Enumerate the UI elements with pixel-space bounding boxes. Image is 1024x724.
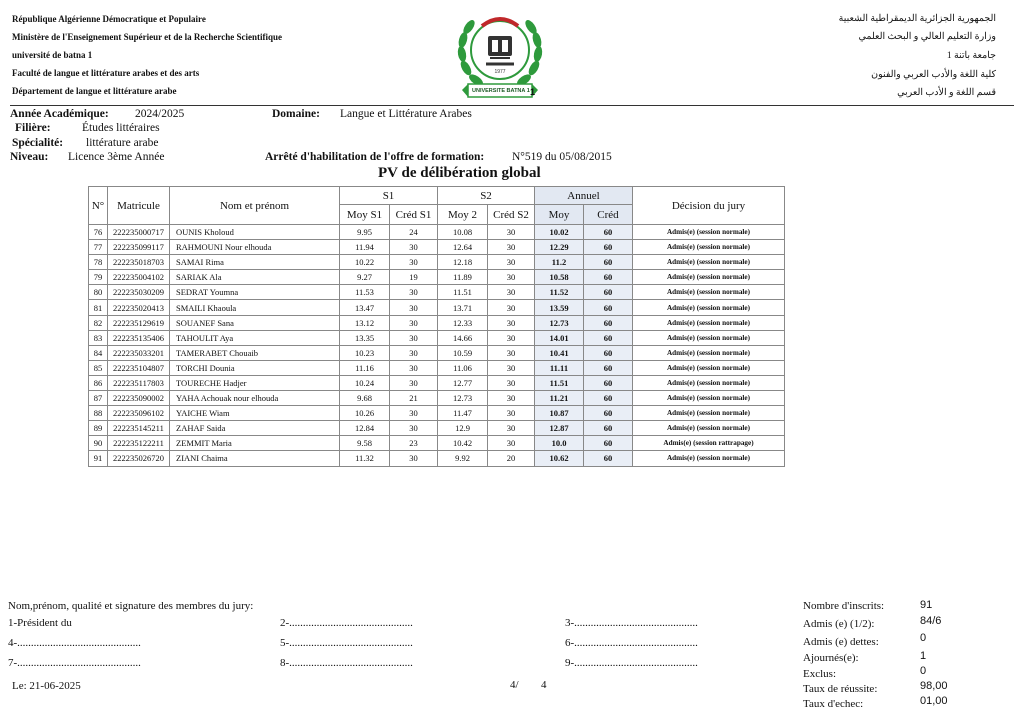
cell-matricule: 222235117803 — [108, 375, 170, 390]
cell-num: 79 — [89, 270, 108, 285]
table-row — [89, 225, 785, 240]
cell-cred-annuel: 60 — [584, 451, 633, 466]
col-cred-s2: Créd S2 — [488, 205, 535, 225]
cell-moy-s2: 10.42 — [438, 436, 488, 451]
cell-matricule: 222235099117 — [108, 240, 170, 255]
cell-moy-s1: 13.35 — [340, 330, 390, 345]
page-title: PV de délibération global — [378, 165, 541, 181]
col-s1: S1 — [340, 187, 438, 205]
cell-num: 82 — [89, 315, 108, 330]
cell-cred-annuel: 60 — [584, 436, 633, 451]
specialite-label: Spécialité: — [12, 137, 64, 149]
header-right-line-3: جامعة باتنة 1 — [946, 51, 996, 61]
cell-decision: Admis(e) (session normale) — [633, 345, 785, 360]
cell-num: 84 — [89, 345, 108, 360]
stat-exclus-label: Exclus: — [803, 668, 836, 680]
cell-num: 86 — [89, 375, 108, 390]
cell-num: 91 — [89, 451, 108, 466]
cell-matricule: 222235030209 — [108, 285, 170, 300]
cell-cred-annuel: 60 — [584, 330, 633, 345]
cell-cred-s2: 30 — [488, 300, 535, 315]
cell-moy-s1: 13.47 — [340, 300, 390, 315]
cell-moy-s2: 12.73 — [438, 391, 488, 406]
header-left-line-1: République Algérienne Démocratique et Populaire — [12, 14, 206, 24]
stat-reussite-value: 98,00 — [920, 680, 948, 692]
cell-decision: Admis(e) (session normale) — [633, 360, 785, 375]
cell-moy-annuel: 11.52 — [535, 285, 584, 300]
cell-matricule: 222235129619 — [108, 315, 170, 330]
cell-decision: Admis(e) (session normale) — [633, 240, 785, 255]
cell-cred-annuel: 60 — [584, 225, 633, 240]
cell-decision: Admis(e) (session normale) — [633, 391, 785, 406]
cell-matricule: 222235135406 — [108, 330, 170, 345]
cell-name: YAHA Achouak nour elhouda — [170, 391, 340, 406]
stat-inscrits-label: Nombre d'inscrits: — [803, 600, 885, 612]
cell-cred-s2: 20 — [488, 451, 535, 466]
cell-cred-s2: 30 — [488, 315, 535, 330]
footer-page: 4/ — [510, 679, 519, 691]
niveau-value: Licence 3ème Année — [68, 151, 165, 163]
cell-num: 88 — [89, 406, 108, 421]
table-row — [89, 240, 785, 255]
cell-moy-s2: 12.77 — [438, 375, 488, 390]
table-row — [89, 270, 785, 285]
cell-name: SAMAI Rima — [170, 255, 340, 270]
cell-cred-s1: 30 — [390, 406, 438, 421]
cell-num: 81 — [89, 300, 108, 315]
cell-name: TORCHI Dounia — [170, 360, 340, 375]
cell-matricule: 222235026720 — [108, 451, 170, 466]
cell-decision: Admis(e) (session normale) — [633, 406, 785, 421]
cell-moy-s2: 10.59 — [438, 345, 488, 360]
cell-moy-s1: 9.27 — [340, 270, 390, 285]
annee-value: 2024/2025 — [135, 108, 185, 120]
cell-moy-s1: 10.23 — [340, 345, 390, 360]
col-moy: Moy — [535, 205, 584, 225]
specialite-value: littérature arabe — [86, 137, 159, 149]
cell-moy-s2: 11.89 — [438, 270, 488, 285]
cell-moy-s2: 11.47 — [438, 406, 488, 421]
stat-reussite-label: Taux de réussite: — [803, 683, 878, 695]
cell-moy-s1: 10.26 — [340, 406, 390, 421]
cell-cred-annuel: 60 — [584, 375, 633, 390]
cell-name: SMAILI Khaoula — [170, 300, 340, 315]
cell-num: 78 — [89, 255, 108, 270]
cell-cred-s2: 30 — [488, 330, 535, 345]
footer-date: Le: 21-06-2025 — [12, 680, 81, 692]
jury-slot-3: 3-............................................. — [565, 617, 698, 629]
jury-slot-6: 6-............................................. — [565, 637, 698, 649]
cell-name: ZEMMIT Maria — [170, 436, 340, 451]
cell-num: 76 — [89, 225, 108, 240]
cell-moy-annuel: 11.2 — [535, 255, 584, 270]
table-row — [89, 345, 785, 360]
cell-cred-annuel: 60 — [584, 300, 633, 315]
cell-cred-s1: 30 — [390, 451, 438, 466]
cell-matricule: 222235033201 — [108, 345, 170, 360]
stat-dettes-label: Admis (e) dettes: — [803, 636, 879, 648]
cell-decision: Admis(e) (session normale) — [633, 285, 785, 300]
filiere-value: Études littéraires — [82, 122, 160, 134]
col-num: N° — [89, 187, 108, 225]
cell-cred-annuel: 60 — [584, 255, 633, 270]
col-matricule: Matricule — [108, 187, 170, 225]
cell-name: TAMERABET Chouaib — [170, 345, 340, 360]
cell-cred-annuel: 60 — [584, 240, 633, 255]
cell-matricule: 222235104807 — [108, 360, 170, 375]
table-row — [89, 391, 785, 406]
cell-num: 85 — [89, 360, 108, 375]
cell-moy-s1: 9.95 — [340, 225, 390, 240]
stat-ajournes-label: Ajournés(e): — [803, 652, 859, 664]
cell-name: SOUANEF Sana — [170, 315, 340, 330]
cell-cred-annuel: 60 — [584, 421, 633, 436]
cell-moy-annuel: 10.62 — [535, 451, 584, 466]
cell-num: 87 — [89, 391, 108, 406]
cell-moy-annuel: 12.87 — [535, 421, 584, 436]
cell-name: TOURECHE Hadjer — [170, 375, 340, 390]
jury-slot-8: 8-............................................. — [280, 657, 413, 669]
logo-banner-text: UNIVERSITE BATNA 1 — [472, 88, 530, 94]
cell-matricule: 222235122211 — [108, 436, 170, 451]
cell-name: OUNIS Kholoud — [170, 225, 340, 240]
cell-cred-s1: 30 — [390, 345, 438, 360]
cell-cred-annuel: 60 — [584, 285, 633, 300]
header-right-line-4: كلية اللغة والأدب العربي والفنون — [871, 70, 996, 80]
table-row — [89, 315, 785, 330]
cell-moy-s1: 11.16 — [340, 360, 390, 375]
logo-year: 1977 — [494, 69, 506, 75]
cell-moy-annuel: 10.02 — [535, 225, 584, 240]
cell-cred-s1: 23 — [390, 436, 438, 451]
cell-num: 89 — [89, 421, 108, 436]
cell-matricule: 222235020413 — [108, 300, 170, 315]
stat-admis-label: Admis (e) (1/2): — [803, 618, 875, 630]
header-left-line-4: Faculté de langue et littérature arabes et des arts — [12, 68, 200, 78]
cell-decision: Admis(e) (session rattrapage) — [633, 436, 785, 451]
cell-cred-s2: 30 — [488, 436, 535, 451]
arrete-value: N°519 du 05/08/2015 — [512, 151, 612, 163]
cell-decision: Admis(e) (session normale) — [633, 451, 785, 466]
cell-decision: Admis(e) (session normale) — [633, 330, 785, 345]
cell-cred-s1: 24 — [390, 225, 438, 240]
domaine-value: Langue et Littérature Arabes — [340, 108, 472, 120]
cell-decision: Admis(e) (session normale) — [633, 270, 785, 285]
table-row — [89, 360, 785, 375]
cell-matricule: 222235018703 — [108, 255, 170, 270]
cell-cred-s2: 30 — [488, 285, 535, 300]
cell-name: RAHMOUNI Nour elhouda — [170, 240, 340, 255]
cell-name: YAICHE Wiam — [170, 406, 340, 421]
col-s2: S2 — [438, 187, 535, 205]
footer-page-total: 4 — [541, 679, 547, 691]
col-cred-s1: Créd S1 — [390, 205, 438, 225]
filiere-label: Filière: — [15, 122, 51, 134]
table-body — [89, 225, 785, 467]
cell-moy-s1: 9.58 — [340, 436, 390, 451]
cell-moy-annuel: 10.41 — [535, 345, 584, 360]
cell-moy-s1: 11.32 — [340, 451, 390, 466]
cell-cred-s2: 30 — [488, 375, 535, 390]
cell-cred-s1: 30 — [390, 360, 438, 375]
cell-cred-s1: 30 — [390, 240, 438, 255]
cell-decision: Admis(e) (session normale) — [633, 255, 785, 270]
col-cred: Créd — [584, 205, 633, 225]
niveau-label: Niveau: — [10, 151, 49, 163]
jury-slot-5: 5-............................................. — [280, 637, 413, 649]
cell-moy-s1: 11.53 — [340, 285, 390, 300]
table-row — [89, 451, 785, 466]
cell-name: ZIANI Chaima — [170, 451, 340, 466]
cell-matricule: 222235090002 — [108, 391, 170, 406]
cell-cred-s2: 30 — [488, 255, 535, 270]
header-right-line-2: وزارة التعليم العالي و البحث العلمي — [858, 32, 996, 42]
header-left-line-2: Ministère de l'Enseignement Supérieur et de la Recherche Scientifique — [12, 32, 282, 42]
deliberation-table — [88, 186, 785, 467]
logo-digit: 1 — [530, 87, 536, 97]
cell-moy-annuel: 10.87 — [535, 406, 584, 421]
jury-slot-9: 9-............................................. — [565, 657, 698, 669]
cell-cred-s2: 30 — [488, 391, 535, 406]
cell-cred-s1: 30 — [390, 300, 438, 315]
cell-name: SARIAK Ala — [170, 270, 340, 285]
cell-moy-s1: 13.12 — [340, 315, 390, 330]
cell-cred-s1: 19 — [390, 270, 438, 285]
stat-dettes-value: 0 — [920, 632, 927, 644]
cell-cred-s1: 30 — [390, 330, 438, 345]
stat-inscrits-value: 91 — [920, 599, 933, 611]
cell-cred-s2: 30 — [488, 360, 535, 375]
cell-moy-s2: 9.92 — [438, 451, 488, 466]
table-row — [89, 330, 785, 345]
cell-num: 90 — [89, 436, 108, 451]
cell-matricule: 222235096102 — [108, 406, 170, 421]
cell-cred-s2: 30 — [488, 225, 535, 240]
cell-cred-s2: 30 — [488, 270, 535, 285]
cell-cred-annuel: 60 — [584, 345, 633, 360]
cell-cred-s1: 30 — [390, 285, 438, 300]
cell-moy-annuel: 12.73 — [535, 315, 584, 330]
cell-name: SEDRAT Youmna — [170, 285, 340, 300]
stat-echec-value: 01,00 — [920, 695, 948, 707]
stat-exclus-value: 0 — [920, 665, 927, 677]
cell-moy-s1: 10.22 — [340, 255, 390, 270]
table-row — [89, 255, 785, 270]
jury-slot-1: 1-Président du — [8, 617, 72, 629]
cell-cred-annuel: 60 — [584, 315, 633, 330]
cell-moy-annuel: 11.51 — [535, 375, 584, 390]
cell-moy-annuel: 11.11 — [535, 360, 584, 375]
cell-decision: Admis(e) (session normale) — [633, 300, 785, 315]
table-row — [89, 375, 785, 390]
cell-cred-annuel: 60 — [584, 406, 633, 421]
cell-moy-annuel: 14.01 — [535, 330, 584, 345]
table-row — [89, 421, 785, 436]
cell-cred-s2: 30 — [488, 240, 535, 255]
stat-admis-value: 84/6 — [920, 615, 942, 627]
jury-slot-2: 2-............................................. — [280, 617, 413, 629]
col-annuel: Annuel — [535, 187, 633, 205]
cell-moy-annuel: 11.21 — [535, 391, 584, 406]
cell-num: 83 — [89, 330, 108, 345]
cell-decision: Admis(e) (session normale) — [633, 315, 785, 330]
cell-moy-annuel: 10.0 — [535, 436, 584, 451]
table-row — [89, 300, 785, 315]
domaine-label: Domaine: — [272, 108, 320, 120]
table-header-row — [89, 187, 785, 205]
cell-matricule: 222235145211 — [108, 421, 170, 436]
university-logo — [452, 6, 548, 104]
cell-moy-s2: 12.64 — [438, 240, 488, 255]
cell-matricule: 222235000717 — [108, 225, 170, 240]
cell-cred-s2: 30 — [488, 406, 535, 421]
header-left-line-3: université de batna 1 — [12, 50, 93, 60]
cell-moy-s2: 13.71 — [438, 300, 488, 315]
cell-moy-s2: 12.18 — [438, 255, 488, 270]
cell-matricule: 222235004102 — [108, 270, 170, 285]
cell-name: TAHOULIT Aya — [170, 330, 340, 345]
col-moy-s1: Moy S1 — [340, 205, 390, 225]
header-divider — [10, 105, 1014, 106]
cell-cred-s1: 30 — [390, 375, 438, 390]
cell-moy-s2: 12.9 — [438, 421, 488, 436]
cell-moy-s2: 11.06 — [438, 360, 488, 375]
cell-decision: Admis(e) (session normale) — [633, 375, 785, 390]
cell-num: 77 — [89, 240, 108, 255]
jury-slot-4: 4-............................................. — [8, 637, 141, 649]
cell-moy-s2: 12.33 — [438, 315, 488, 330]
table-row — [89, 436, 785, 451]
col-decision: Décision du jury — [633, 187, 785, 225]
cell-moy-annuel: 13.59 — [535, 300, 584, 315]
cell-moy-s2: 11.51 — [438, 285, 488, 300]
cell-cred-s1: 21 — [390, 391, 438, 406]
cell-cred-annuel: 60 — [584, 270, 633, 285]
stat-echec-label: Taux d'echec: — [803, 698, 864, 710]
cell-cred-s2: 30 — [488, 421, 535, 436]
cell-moy-s1: 11.94 — [340, 240, 390, 255]
arrete-label: Arrêté d'habilitation de l'offre de formation: — [265, 151, 485, 163]
cell-cred-s1: 30 — [390, 255, 438, 270]
jury-title: Nom,prénom, qualité et signature des membres du jury: — [8, 600, 254, 612]
annee-label: Année Académique: — [10, 108, 109, 120]
cell-cred-annuel: 60 — [584, 391, 633, 406]
cell-moy-s1: 12.84 — [340, 421, 390, 436]
col-nom: Nom et prénom — [170, 187, 340, 225]
header-right-line-5: قسم اللغة و الأدب العربي — [897, 88, 996, 98]
table-row — [89, 406, 785, 421]
cell-moy-s1: 9.68 — [340, 391, 390, 406]
stat-ajournes-value: 1 — [920, 650, 927, 662]
jury-slot-7: 7-............................................. — [8, 657, 141, 669]
header-left-line-5: Département de langue et littérature arabe — [12, 86, 177, 96]
cell-num: 80 — [89, 285, 108, 300]
table-row — [89, 285, 785, 300]
cell-moy-s2: 10.08 — [438, 225, 488, 240]
cell-cred-annuel: 60 — [584, 360, 633, 375]
cell-moy-s2: 14.66 — [438, 330, 488, 345]
cell-moy-annuel: 12.29 — [535, 240, 584, 255]
cell-decision: Admis(e) (session normale) — [633, 225, 785, 240]
cell-decision: Admis(e) (session normale) — [633, 421, 785, 436]
cell-cred-s2: 30 — [488, 345, 535, 360]
cell-cred-s1: 30 — [390, 421, 438, 436]
cell-moy-annuel: 10.58 — [535, 270, 584, 285]
col-moy-s2: Moy 2 — [438, 205, 488, 225]
cell-name: ZAHAF Saida — [170, 421, 340, 436]
cell-cred-s1: 30 — [390, 315, 438, 330]
header-right-line-1: الجمهورية الجزائرية الديمقراطية الشعبية — [838, 14, 996, 24]
cell-moy-s1: 10.24 — [340, 375, 390, 390]
